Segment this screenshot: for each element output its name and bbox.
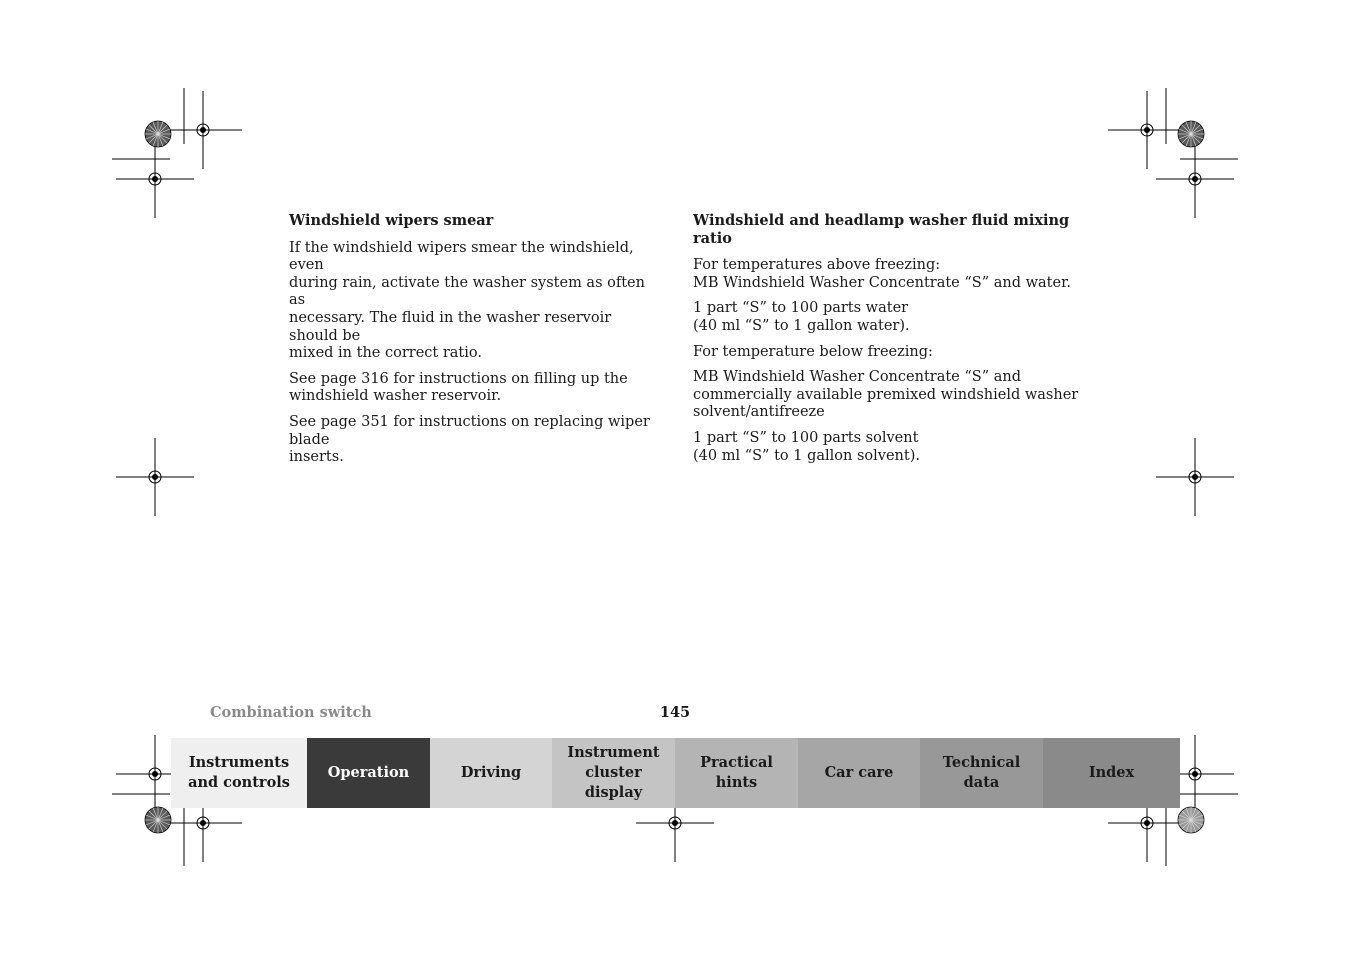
tab-car-care[interactable]: Car care <box>798 738 920 808</box>
section-heading: Windshield and headlamp washer fluid mixing ratio <box>693 212 1070 247</box>
page-number: 145 <box>659 704 691 721</box>
color-rosette <box>145 807 171 833</box>
tab-operation[interactable]: Operation <box>307 738 430 808</box>
section-title: Combination switch <box>210 704 372 721</box>
registration-mark <box>116 140 194 218</box>
registration-mark <box>116 438 194 516</box>
chapter-tabs <box>171 738 1180 808</box>
paragraph: If the windshield wipers smear the windshield, even during rain, activate the washer system as often as necessary. The fluid in the washer reservoir should be mixed in the correct ratio. <box>289 239 645 362</box>
color-rosette <box>1178 807 1204 833</box>
registration-mark <box>1108 91 1186 169</box>
tab-driving[interactable]: Driving <box>430 738 552 808</box>
paragraph: See page 316 for instructions on filling up the windshield washer reservoir. <box>289 370 628 405</box>
right-column <box>693 212 1083 473</box>
registration-mark <box>1156 438 1234 516</box>
paragraph: MB Windshield Washer Concentrate “S” and commercially available premixed windshield washer solvent/antifreeze <box>693 369 1079 421</box>
paragraph: For temperatures above freezing: MB Windshield Washer Concentrate “S” and water. <box>693 257 1072 291</box>
tab-instruments-and-controls[interactable]: Instruments and controls <box>171 738 307 808</box>
left-column <box>289 212 659 475</box>
color-rosette <box>145 121 171 147</box>
paragraph: See page 351 for instructions on replacing wiper blade inserts. <box>289 413 650 466</box>
paragraph: 1 part “S” to 100 parts solvent (40 ml “S” to 1 gallon solvent). <box>693 429 920 464</box>
paragraph: For temperature below freezing: <box>693 343 933 360</box>
tab-practical-hints[interactable]: Practical hints <box>675 738 798 808</box>
color-rosette <box>1178 121 1204 147</box>
registration-mark <box>164 91 242 169</box>
paragraph: 1 part “S” to 100 parts water (40 ml “S” to 1 gallon water). <box>693 300 910 334</box>
tab-instrument-cluster-display[interactable]: Instrument cluster display <box>552 738 675 808</box>
tab-technical-data[interactable]: Technical data <box>920 738 1043 808</box>
section-heading: Windshield wipers smear <box>289 212 494 229</box>
tab-index[interactable]: Index <box>1043 738 1180 808</box>
registration-mark <box>1156 140 1234 218</box>
